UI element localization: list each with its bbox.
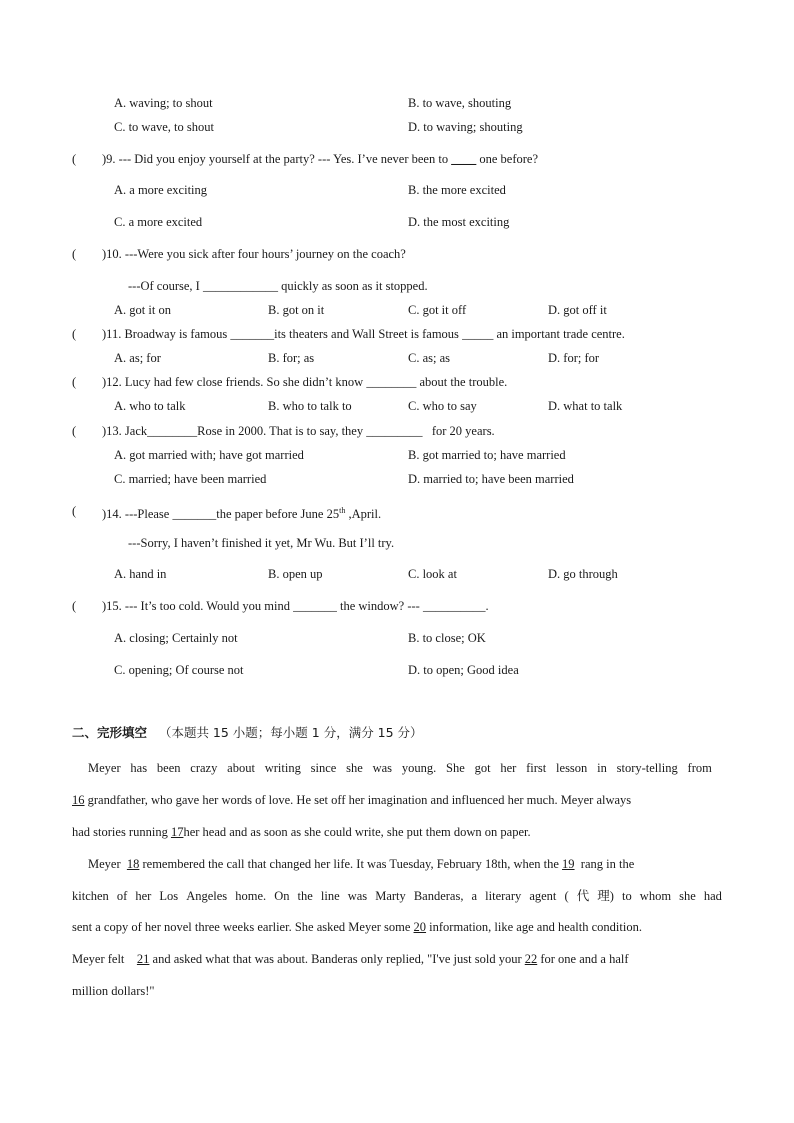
passage-line (72, 792, 631, 808)
question-stem: one before? (479, 152, 538, 166)
passage-line (72, 951, 629, 967)
option-b: B. who to talk to (268, 399, 352, 413)
question-9 (102, 151, 538, 167)
passage-text: Meyer (88, 857, 121, 871)
passage-word: about (227, 761, 255, 775)
passage-word: she (346, 761, 363, 775)
passage-word: home. (235, 889, 267, 903)
option-a: A. who to talk (114, 399, 186, 413)
passage-word: to (622, 889, 632, 903)
option-d: D. for; for (548, 351, 600, 365)
option-d: D. go through (548, 567, 618, 581)
option-c: C. as; as (408, 351, 451, 365)
answer-paren-open: ( (72, 504, 77, 518)
option-d: D. what to talk (548, 399, 623, 413)
question-stem: 10. ---Were you sick after four hours’ journey on the coach? (106, 247, 406, 261)
answer-blank: ________ (147, 424, 198, 438)
question-stem: 14. ---Please (106, 507, 170, 522)
option-d: D. got off it (548, 303, 607, 317)
section-note: （本题共 15 小题；每小题 1 分，满分 15 分） (158, 725, 423, 740)
question-stem: the window? --- (340, 599, 420, 613)
option-b: B. got married to; have married (408, 448, 566, 462)
answer-blank: ________ (366, 375, 417, 389)
option-d: D. to open; Good idea (408, 663, 519, 677)
passage-line (88, 760, 712, 776)
question-stem: an important trade centre. (496, 327, 625, 341)
option-a: A. as; for (114, 351, 161, 365)
answer-paren-open: ( (72, 375, 77, 389)
passage-line (88, 856, 634, 872)
passage-word: young. (401, 761, 437, 775)
question-stem: . (485, 599, 489, 613)
answer-paren-close: ) (102, 152, 107, 166)
passage-word: in (597, 761, 607, 775)
passage-word: line (320, 889, 340, 903)
passage-text: and asked what that was about. Banderas only replied, "I've just sold your (152, 952, 522, 966)
question-stem: ,April. (345, 507, 382, 522)
passage-word: got (474, 761, 491, 775)
answer-paren-close: ) (102, 507, 107, 522)
passage-word: been (156, 761, 181, 775)
passage-text: had stories running (72, 825, 168, 839)
question-stem: the paper before June 25 (216, 507, 340, 522)
cloze-number: 22 (524, 952, 538, 966)
question-stem: ---Of course, I (128, 279, 200, 293)
answer-paren-open: ( (72, 152, 77, 166)
answer-blank: _______ (172, 507, 217, 522)
dialogue-line (128, 278, 428, 294)
option-c: C. to wave, to shout (114, 120, 214, 134)
passage-word: She (446, 761, 465, 775)
answer-paren-close: ) (102, 375, 107, 389)
question-stem: Rose in 2000. That is to say, they (197, 424, 364, 438)
question-12 (102, 374, 507, 390)
option-d: D. to waving; shouting (408, 120, 523, 134)
section-heading (72, 725, 423, 741)
dialogue-line: ---Sorry, I haven’t finished it yet, Mr Wu. But I’ll try. (128, 536, 395, 550)
question-stem: for 20 years. (431, 424, 495, 438)
passage-word: Banderas, (413, 889, 464, 903)
passage-word: crazy (190, 761, 218, 775)
passage-word: from (687, 761, 712, 775)
answer-paren-close: ) (102, 327, 107, 341)
answer-paren-open: ( (72, 247, 77, 261)
question-stem: 13. Jack (106, 424, 148, 438)
option-d: D. the most exciting (408, 215, 510, 229)
question-15 (102, 598, 489, 614)
passage-line: million dollars!" (72, 984, 155, 998)
question-stem: 15. --- It’s too cold. Would you mind (106, 599, 290, 613)
passage-text: grandfather, who gave her words of love. He set off her imagination and influenced her much. Meyer always (87, 793, 632, 807)
cloze-number: 16 (72, 793, 85, 807)
passage-word: her (500, 761, 517, 775)
question-stem: quickly as soon as it stopped. (281, 279, 428, 293)
passage-word: whom (639, 889, 672, 903)
option-b: B. for; as (268, 351, 315, 365)
passage-word: 理) (597, 889, 614, 903)
passage-text: Meyer felt (72, 952, 125, 966)
passage-word: On (274, 889, 290, 903)
passage-word: first (526, 761, 547, 775)
option-c: C. a more excited (114, 215, 203, 229)
option-b: B. the more excited (408, 183, 506, 197)
passage-text: rang in the (580, 857, 635, 871)
passage-word: the (297, 889, 313, 903)
passage-text: her head and as soon as she could write, she put them down on paper. (183, 825, 531, 839)
cloze-number: 17 (170, 825, 184, 839)
passage-word: ( (564, 889, 569, 903)
passage-word: was (347, 889, 368, 903)
passage-word: lesson (556, 761, 588, 775)
question-10 (102, 246, 406, 262)
question-stem: 12. Lucy had few close friends. So she didn’t know (106, 375, 364, 389)
option-b: B. open up (268, 567, 323, 581)
option-c: C. opening; Of course not (114, 663, 244, 677)
option-c: C. married; have been married (114, 472, 267, 486)
answer-blank: _________ (366, 424, 423, 438)
passage-word: was (372, 761, 393, 775)
option-b: B. to close; OK (408, 631, 486, 645)
passage-word: literary (485, 889, 522, 903)
option-b: B. got on it (268, 303, 325, 317)
passage-word: Marty (375, 889, 406, 903)
answer-blank: _____ (462, 327, 494, 341)
question-stem: 11. Broadway is famous (106, 327, 228, 341)
passage-text: sent a copy of her novel three weeks earlier. She asked Meyer some (72, 920, 411, 934)
superscript: th (339, 506, 346, 515)
passage-word: Los (159, 889, 179, 903)
passage-word: agent (529, 889, 557, 903)
question-stem: 9. --- Did you enjoy yourself at the party? --- Yes. I’ve never been to (106, 152, 449, 166)
option-a: A. waving; to shout (114, 96, 213, 110)
question-11 (102, 326, 625, 342)
passage-word: Meyer (88, 761, 121, 775)
passage-line (72, 919, 642, 935)
answer-blank: ____ (451, 152, 477, 166)
passage-word: since (310, 761, 337, 775)
passage-word: story-telling (616, 761, 678, 775)
question-stem: its theaters and Wall Street is famous (274, 327, 459, 341)
passage-word: a (471, 889, 478, 903)
passage-text: remembered the call that changed her life. It was Tuesday, February 18th, when the (142, 857, 559, 871)
answer-paren-close: ) (102, 247, 107, 261)
answer-paren-open: ( (72, 424, 77, 438)
option-a: A. closing; Certainly not (114, 631, 238, 645)
passage-word: 代 (576, 889, 590, 903)
option-b: B. to wave, shouting (408, 96, 512, 110)
option-a: A. hand in (114, 567, 167, 581)
passage-word: kitchen (72, 889, 109, 903)
cloze-number: 19 (562, 857, 575, 871)
section-title: 二、完形填空 (72, 725, 148, 740)
answer-paren-open: ( (72, 599, 77, 613)
passage-line (72, 888, 722, 904)
question-14 (102, 503, 381, 522)
passage-word: had (703, 889, 722, 903)
answer-blank: ____________ (202, 279, 278, 293)
cloze-number: 21 (136, 952, 150, 966)
answer-blank: __________ (422, 599, 486, 613)
option-a: A. got it on (114, 303, 171, 317)
cloze-number: 20 (413, 920, 427, 934)
option-a: A. a more exciting (114, 183, 208, 197)
passage-word: she (679, 889, 696, 903)
option-a: A. got married with; have got married (114, 448, 304, 462)
cloze-number: 18 (126, 857, 140, 871)
passage-word: has (130, 761, 148, 775)
passage-line (72, 824, 531, 840)
question-13 (102, 423, 495, 439)
passage-word: writing (264, 761, 301, 775)
passage-text: for one and a half (540, 952, 629, 966)
answer-paren-close: ) (102, 599, 107, 613)
option-c: C. who to say (408, 399, 477, 413)
answer-blank: _______ (293, 599, 337, 613)
option-c: C. look at (408, 567, 457, 581)
passage-text: information, like age and health condition. (429, 920, 642, 934)
passage-word: of (116, 889, 128, 903)
option-c: C. got it off (408, 303, 467, 317)
option-d: D. married to; have been married (408, 472, 574, 486)
answer-paren-close: ) (102, 424, 107, 438)
passage-word: Angeles (186, 889, 228, 903)
passage-word: her (135, 889, 152, 903)
question-stem: about the trouble. (419, 375, 508, 389)
answer-blank: _______ (230, 327, 275, 341)
answer-paren-open: ( (72, 327, 77, 341)
